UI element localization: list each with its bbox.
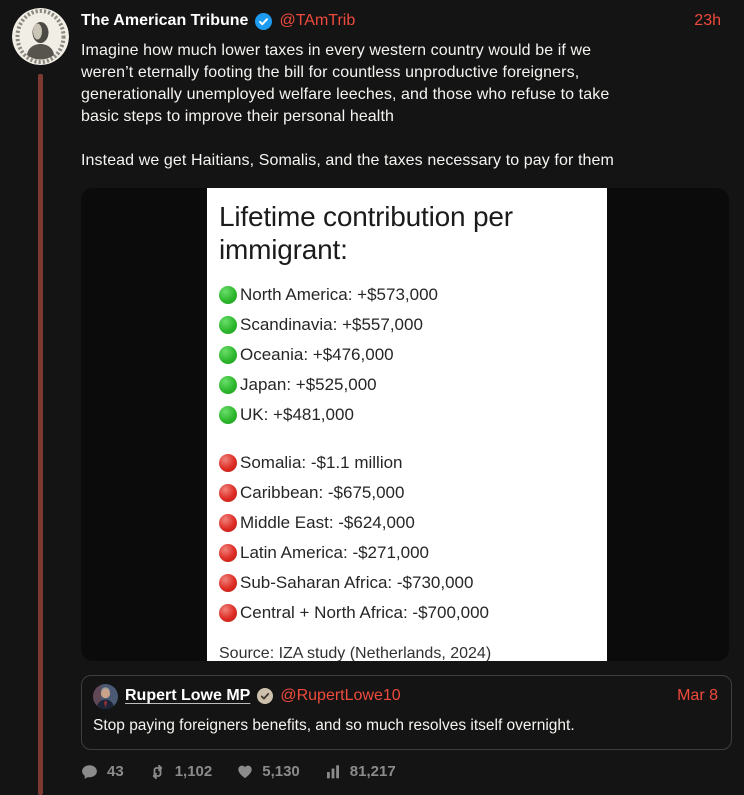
list-item [219,400,599,430]
quote-author-name[interactable]: Rupert Lowe MP [125,687,251,704]
thread-line [38,74,43,795]
quote-avatar[interactable] [93,684,118,709]
author-name[interactable]: The American Tribune [81,12,249,29]
list-item [219,340,599,370]
repost-count: 1,102 [174,763,213,780]
reply-count: 43 [107,763,124,780]
red-dot-icon [219,484,237,502]
list-item [219,538,599,568]
image-heading [219,200,599,266]
quote-tweet-card[interactable] [81,675,732,750]
heart-icon [237,764,253,779]
tweet-text-second: Instead we get Haitians, Somalis, and the taxes necessary to pay for them [81,152,614,169]
quote-header [93,685,720,707]
like-button[interactable] [237,763,300,780]
list-item [219,448,599,478]
contribution-list [219,280,599,628]
embedded-image[interactable] [81,188,729,661]
green-dot-icon [219,376,237,394]
comment-icon [81,764,98,780]
red-dot-icon [219,604,237,622]
tweet-text-line: Imagine how much lower taxes in every western country would be if we [81,42,592,59]
tweet-text [81,40,735,128]
tweet-timestamp[interactable]: 23h [694,12,721,29]
green-dot-icon [219,346,237,364]
tweet-text-line: generationally unemployed welfare leeches, and those who refuse to take [81,86,610,103]
image-content-panel [207,188,607,661]
red-dot-icon [219,574,237,592]
image-source: Source: IZA study (Netherlands, 2024) [219,645,492,661]
list-item [219,280,599,310]
image-heading-line: immigrant: [219,234,348,265]
engagement-bar [81,763,735,780]
red-dot-icon [219,544,237,562]
list-item-label: Somalia: -$1.1 million [240,453,403,472]
quote-handle[interactable]: @RupertLowe10 [280,687,401,704]
red-dot-icon [219,454,237,472]
list-item-label: UK: +$481,000 [240,405,354,424]
list-item [219,310,599,340]
list-item-label: North America: +$573,000 [240,285,438,304]
list-item-label: Caribbean: -$675,000 [240,483,405,502]
list-item [219,568,599,598]
quote-timestamp[interactable]: Mar 8 [677,687,718,704]
repost-button[interactable] [149,763,213,780]
reply-button[interactable] [81,763,124,780]
bar-chart-icon [325,764,341,779]
green-dot-icon [219,286,237,304]
list-item-label: Oceania: +$476,000 [240,345,394,364]
list-item [219,598,599,628]
red-dot-icon [219,514,237,532]
author-handle[interactable]: @TAmTrib [279,12,356,29]
quote-text: Stop paying foreigners benefits, and so much resolves itself overnight. [93,717,575,734]
tweet-text-line: basic steps to improve their personal health [81,108,395,125]
list-item-label: Sub-Saharan Africa: -$730,000 [240,573,474,592]
list-item [219,508,599,538]
list-item [219,478,599,508]
image-heading-line: Lifetime contribution per [219,201,513,232]
quote-verified-icon [257,688,273,704]
list-item-label: Japan: +$525,000 [240,375,377,394]
list-item-label: Scandinavia: +$557,000 [240,315,423,334]
views-stat[interactable] [325,763,396,780]
verified-badge-icon [255,13,272,30]
green-dot-icon [219,316,237,334]
quote-avatar-photo [93,684,118,709]
like-count: 5,130 [262,763,300,780]
green-dot-icon [219,406,237,424]
views-count: 81,217 [349,763,396,780]
list-item-label: Middle East: -$624,000 [240,513,415,532]
list-item-label: Latin America: -$271,000 [240,543,430,562]
tweet-header [81,10,735,32]
profile-avatar[interactable] [12,8,69,65]
list-group-gap [219,430,599,448]
list-item-label: Central + North Africa: -$700,000 [240,603,489,622]
retweet-icon [149,764,166,780]
engraved-portrait-icon [12,8,69,65]
list-item [219,370,599,400]
tweet-text-line: weren’t eternally footing the bill for countless unproductive foreigners, [81,64,580,81]
